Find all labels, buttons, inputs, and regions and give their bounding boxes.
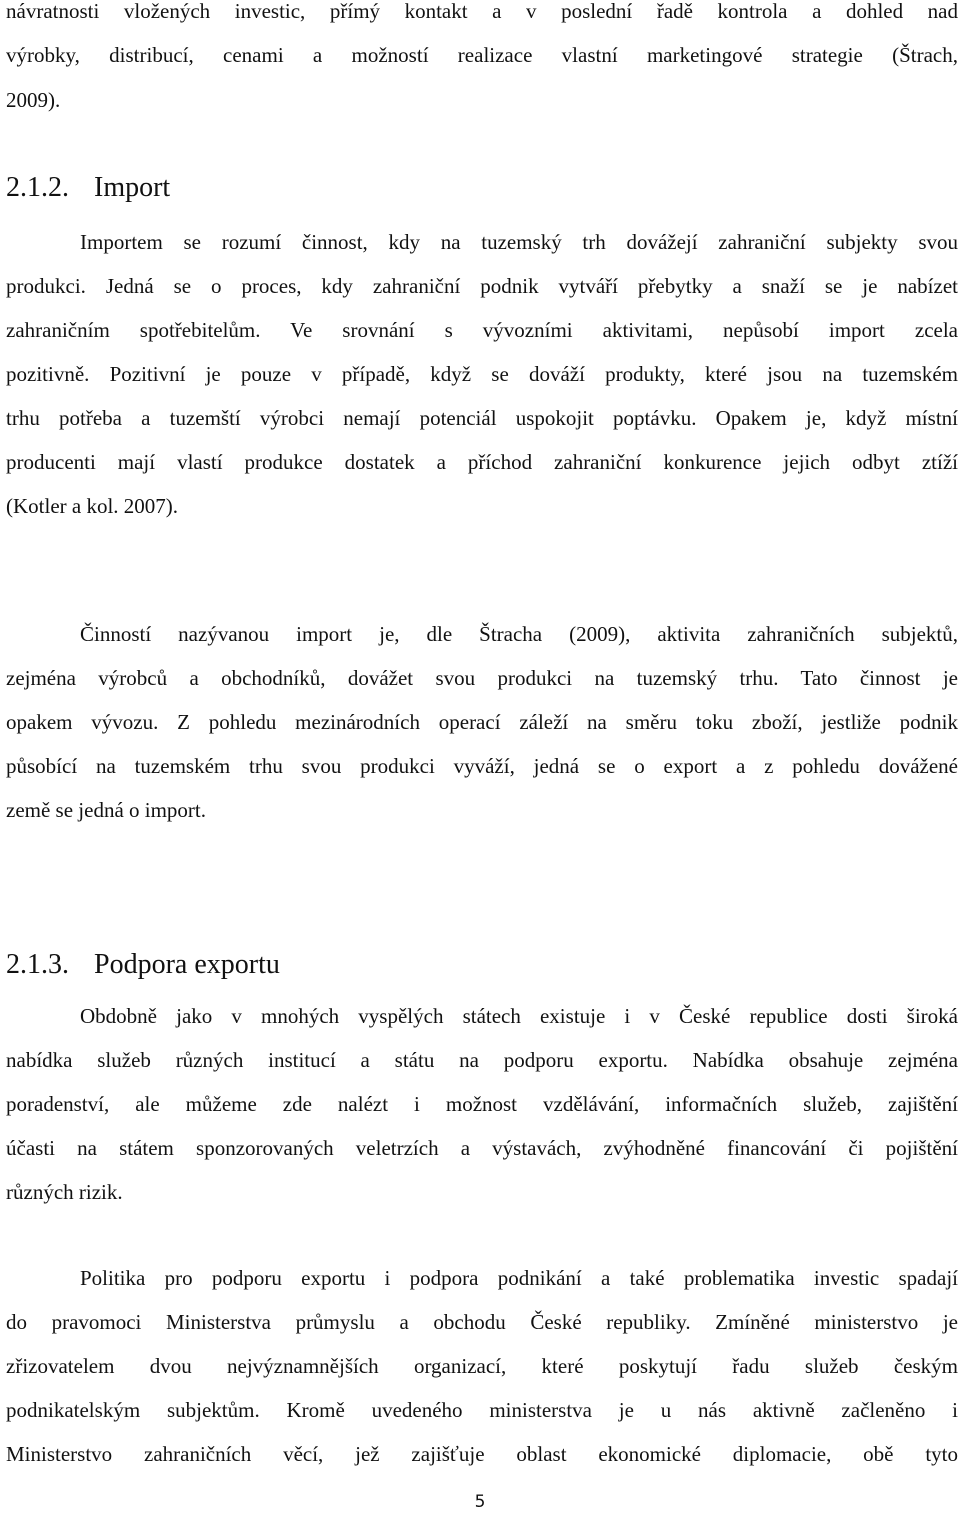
section-heading-import bbox=[6, 171, 170, 205]
text-line: zřizovatelem dvou nejvýznamnějších organizací, které poskytují řadu služeb českým bbox=[6, 1354, 958, 1378]
text-line: pozitivně. Pozitivní je pouze v případě, když se dováží produkty, které jsou na tuzemském bbox=[6, 362, 958, 386]
section-title: Podpora exportu bbox=[94, 949, 280, 980]
text-line: (Kotler a kol. 2007). bbox=[6, 494, 179, 518]
page-number: 5 bbox=[474, 1492, 486, 1512]
text-line: 2009). bbox=[6, 88, 61, 112]
section-number: 2.1.3. bbox=[6, 949, 69, 980]
text-line: Obdobně jako v mnohých vyspělých státech existuje i v České republice dosti široká bbox=[80, 1004, 958, 1028]
text-line: produkci. Jedná se o proces, kdy zahraniční podnik vytváří přebytky a snaží se je nabízet bbox=[6, 274, 958, 298]
text-line: producenti mají vlastí produkce dostatek a příchod zahraniční konkurence jejich odbyt ztíží bbox=[6, 450, 958, 474]
text-line: nabídka služeb různých institucí a státu na podporu exportu. Nabídka obsahuje zejména bbox=[6, 1048, 958, 1072]
text-line: Ministerstvo zahraničních věcí, jež zajišťuje oblast ekonomické diplomacie, obě tyto bbox=[6, 1442, 958, 1466]
text-line: účasti na státem sponzorovaných veletrzích a výstavách, zvýhodněné financování či pojištění bbox=[6, 1136, 958, 1160]
text-line: do pravomoci Ministerstva průmyslu a obchodu České republiky. Zmíněné ministerstvo je bbox=[6, 1310, 958, 1334]
section-heading-export-support bbox=[6, 948, 280, 982]
text-line: trhu potřeba a tuzemští výrobci nemají potenciál uspokojit poptávku. Opakem je, když místní bbox=[6, 406, 958, 430]
text-line: Politika pro podporu exportu i podpora podnikání a také problematika investic spadají bbox=[80, 1266, 958, 1290]
text-line: výrobky, distribucí, cenami a možností realizace vlastní marketingové strategie (Štrach, bbox=[6, 43, 958, 67]
text-line: působící na tuzemském trhu svou produkci vyváží, jedná se o export a z pohledu dovážené bbox=[6, 754, 958, 778]
text-line: různých rizik. bbox=[6, 1180, 123, 1204]
text-line: země se jedná o import. bbox=[6, 798, 207, 822]
text-line: Činností nazývanou import je, dle Štracha (2009), aktivita zahraničních subjektů, bbox=[80, 622, 958, 646]
text-line: zejména výrobců a obchodníků, dovážet svou produkci na tuzemský trhu. Tato činnost je bbox=[6, 666, 958, 690]
text-line: opakem vývozu. Z pohledu mezinárodních operací záleží na směru toku zboží, jestliže podnik bbox=[6, 710, 958, 734]
text-line: návratnosti vložených investic, přímý kontakt a v poslední řadě kontrola a dohled nad bbox=[6, 0, 958, 23]
section-title: Import bbox=[94, 172, 171, 203]
text-line: poradenství, ale můžeme zde nalézt i možnost vzdělávání, informačních služeb, zajištění bbox=[6, 1092, 958, 1116]
text-line: Importem se rozumí činnost, kdy na tuzemský trh dovážejí zahraniční subjekty svou bbox=[80, 230, 958, 254]
text-line: podnikatelským subjektům. Kromě uvedeného ministerstva je u nás aktivně začleněno i bbox=[6, 1398, 958, 1422]
text-line: zahraničním spotřebitelům. Ve srovnání s vývozními aktivitami, nepůsobí import zcela bbox=[6, 318, 958, 342]
section-number: 2.1.2. bbox=[6, 172, 69, 203]
